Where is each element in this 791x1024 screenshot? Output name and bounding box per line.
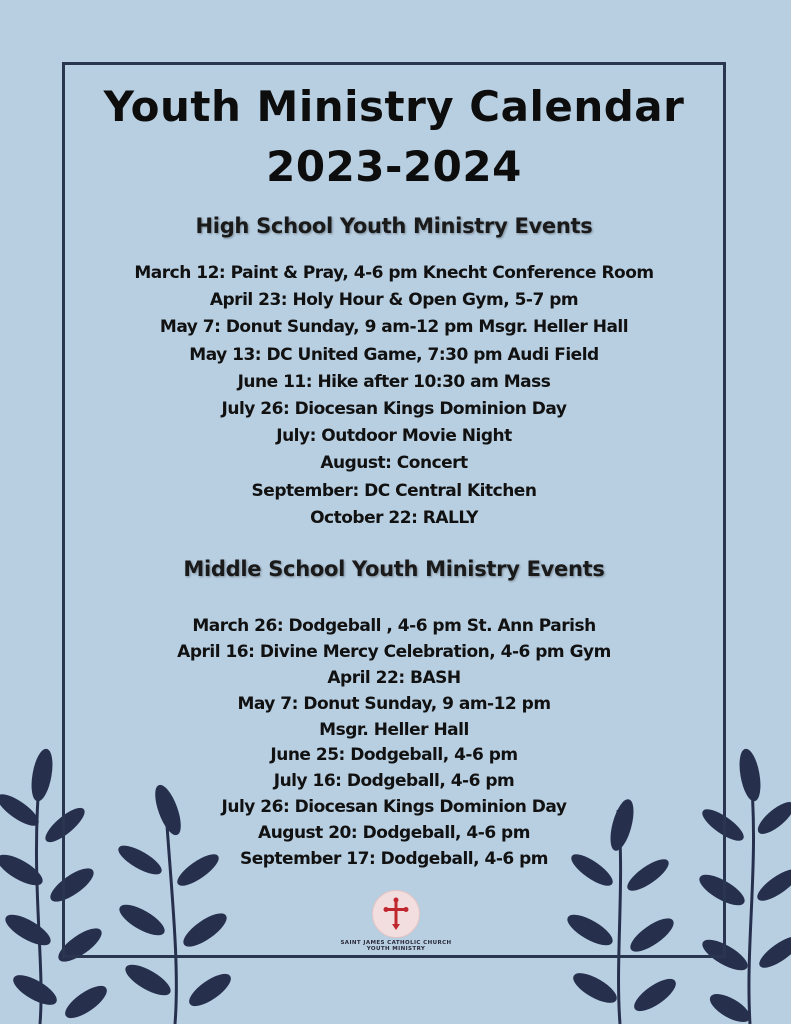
cross-icon	[373, 891, 419, 937]
logo-church-name: SAINT JAMES CATHOLIC CHURCH	[340, 940, 452, 946]
event-item: April 22: BASH	[327, 667, 461, 688]
event-item: August: Concert	[320, 453, 468, 474]
event-item: May 7: Donut Sunday, 9 am-12 pm Msgr. Heller Hall	[159, 317, 629, 338]
event-item: June 11: Hike after 10:30 am Mass	[237, 371, 551, 392]
event-item: August 20: Dodgeball, 4-6 pm	[258, 823, 530, 844]
event-item: June 25: Dodgeball, 4-6 pm	[270, 745, 518, 766]
event-item: July: Outdoor Movie Night	[276, 426, 512, 447]
page-subtitle-year: 2023-2024	[266, 142, 522, 191]
event-item: May 7: Donut Sunday, 9 am-12 pm	[237, 693, 551, 714]
event-item: March 12: Paint & Pray, 4-6 pm Knecht Conference Room	[134, 263, 654, 283]
event-item: July 26: Diocesan Kings Dominion Day	[221, 398, 567, 419]
event-item: July 16: Dodgeball, 4-6 pm	[273, 771, 515, 792]
parish-logo	[326, 890, 466, 952]
high-school-heading: High School Youth Ministry Events	[195, 214, 593, 238]
event-item: April 16: Divine Mercy Celebration, 4-6 pm Gym	[177, 641, 611, 662]
middle-school-heading: Middle School Youth Ministry Events	[183, 557, 605, 581]
event-item: July 26: Diocesan Kings Dominion Day	[221, 797, 567, 818]
event-item: March 26: Dodgeball , 4-6 pm St. Ann Parish	[192, 616, 596, 636]
event-item: Msgr. Heller Hall	[319, 719, 469, 740]
event-item: May 13: DC United Game, 7:30 pm Audi Field	[189, 344, 599, 365]
event-item: April 23: Holy Hour & Open Gym, 5-7 pm	[209, 290, 579, 311]
page-title: Youth Ministry Calendar	[103, 82, 685, 131]
event-item: September: DC Central Kitchen	[251, 480, 537, 501]
event-item: October 22: RALLY	[310, 507, 478, 528]
logo-emblem	[372, 890, 420, 938]
high-school-event-list	[62, 260, 726, 532]
logo-ministry-name: YOUTH MINISTRY	[366, 946, 426, 952]
middle-school-event-list	[62, 614, 726, 873]
event-item: September 17: Dodgeball, 4-6 pm	[239, 849, 549, 870]
